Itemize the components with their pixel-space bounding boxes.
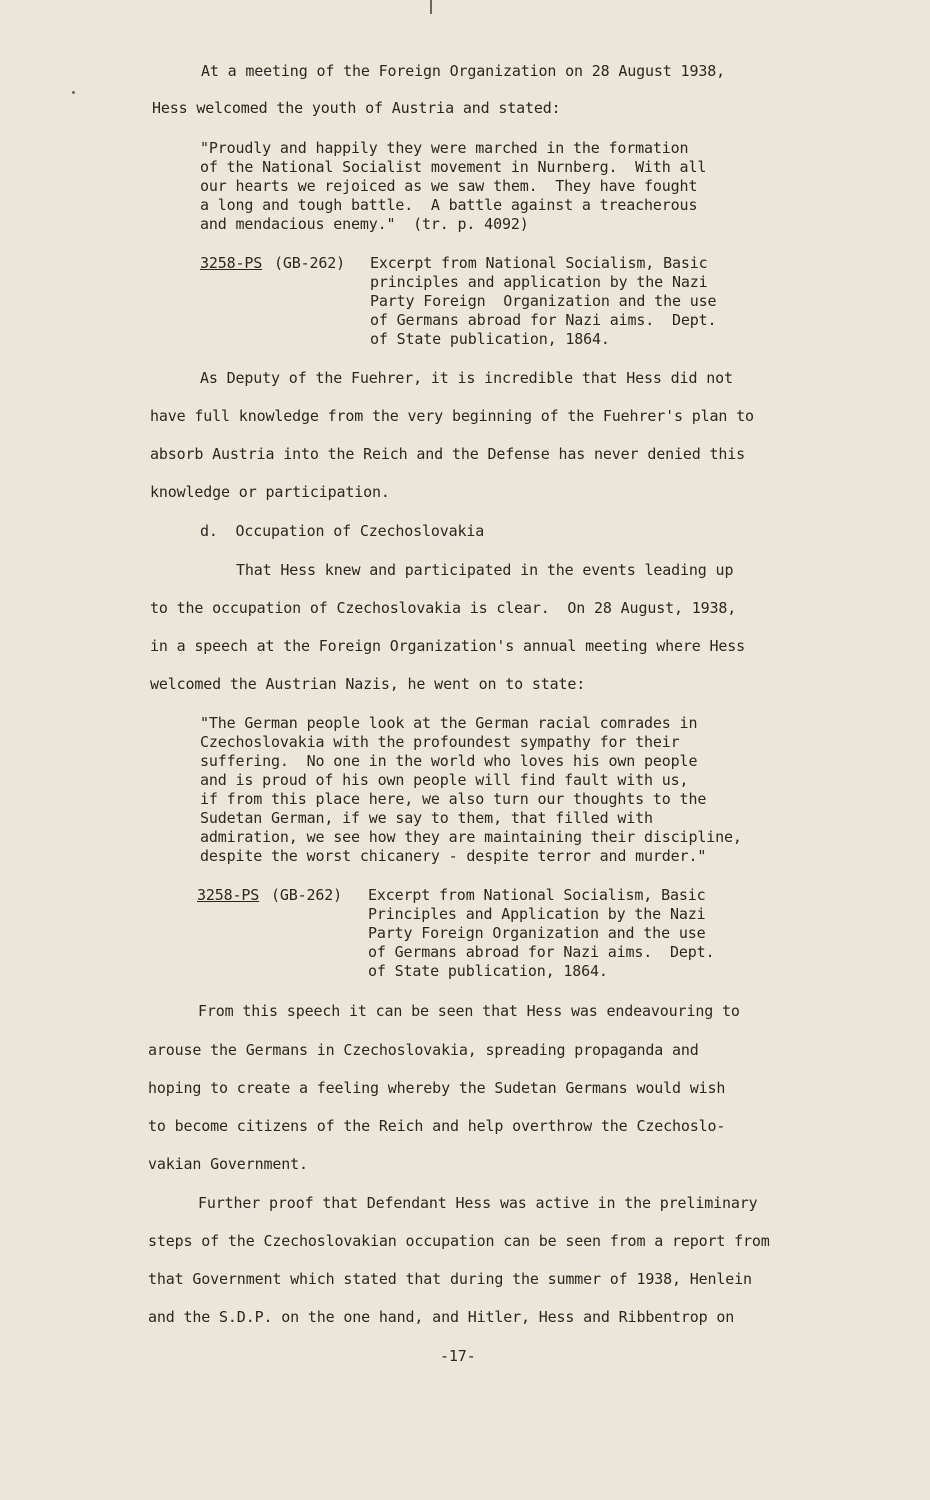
citation1-line-2: principles and application by the Nazi [370, 273, 708, 291]
citation2-exhibit: (GB-262) [271, 886, 343, 904]
quote1-line-4: a long and tough battle. A battle against a treacherous [200, 196, 698, 214]
p3-line-3: in a speech at the Foreign Organization's annual meeting where Hess [150, 637, 746, 655]
p3-line-1: That Hess knew and participated in the events leading up [236, 561, 734, 579]
p4-line-2: arouse the Germans in Czechoslovakia, spreading propaganda and [148, 1041, 699, 1059]
quote1-line-3: our hearts we rejoiced as we saw them. They have fought [200, 177, 698, 195]
p2-line-1: As Deputy of the Fuehrer, it is incredible that Hess did not [200, 369, 733, 387]
p5-line-4: and the S.D.P. on the one hand, and Hitler, Hess and Ribbentrop on [148, 1308, 735, 1326]
p3-line-2: to the occupation of Czechoslovakia is clear. On 28 August, 1938, [150, 599, 737, 617]
citation2-line-4: of Germans abroad for Nazi aims. Dept. [368, 943, 715, 961]
citation1-doc-id: 3258-PS [200, 254, 263, 272]
quote2-line-8: despite the worst chicanery - despite terror and murder." [200, 847, 707, 865]
quote1-line-1: "Proudly and happily they were marched in the formation [200, 139, 689, 157]
citation1-exhibit: (GB-262) [274, 254, 346, 272]
p5-line-2: steps of the Czechoslovakian occupation can be seen from a report from [148, 1232, 770, 1250]
section-heading: d. Occupation of Czechoslovakia [200, 522, 485, 540]
quote2-line-4: and is proud of his own people will find fault with us, [200, 771, 689, 789]
quote1-line-2: of the National Socialist movement in Nurnberg. With all [200, 158, 707, 176]
p4-line-5: vakian Government. [148, 1155, 308, 1173]
p4-line-3: hoping to create a feeling whereby the Sudetan Germans would wish [148, 1079, 726, 1097]
citation2-line-3: Party Foreign Organization and the use [368, 924, 706, 942]
citation1-line-4: of Germans abroad for Nazi aims. Dept. [370, 311, 717, 329]
citation2-line-5: of State publication, 1864. [368, 962, 608, 980]
p5-line-1: Further proof that Defendant Hess was active in the preliminary [198, 1194, 758, 1212]
quote2-line-5: if from this place here, we also turn our thoughts to the [200, 790, 707, 808]
page-number: -17- [440, 1347, 476, 1365]
quote2-line-1: "The German people look at the German racial comrades in [200, 714, 698, 732]
quote2-line-7: admiration, we see how they are maintaining their discipline, [200, 828, 742, 846]
citation1-line-3: Party Foreign Organization and the use [370, 292, 717, 310]
citation2-line-1: Excerpt from National Socialism, Basic [368, 886, 706, 904]
p5-line-3: that Government which stated that during the summer of 1938, Henlein [148, 1270, 752, 1288]
p4-line-4: to become citizens of the Reich and help overthrow the Czechoslo- [148, 1117, 726, 1135]
punch-dot [72, 91, 75, 94]
quote2-line-6: Sudetan German, if we say to them, that filled with [200, 809, 653, 827]
p4-line-1: From this speech it can be seen that Hess was endeavouring to [198, 1002, 740, 1020]
citation1-line-5: of State publication, 1864. [370, 330, 610, 348]
citation1-line-1: Excerpt from National Socialism, Basic [370, 254, 708, 272]
p1-line-2: Hess welcomed the youth of Austria and stated: [152, 99, 561, 117]
binding-mark [430, 0, 432, 14]
citation2-doc-id: 3258-PS [197, 886, 260, 904]
quote2-line-2: Czechoslovakia with the profoundest sympathy for their [200, 733, 680, 751]
p2-line-3: absorb Austria into the Reich and the Defense has never denied this [150, 445, 746, 463]
citation2-line-2: Principles and Application by the Nazi [368, 905, 706, 923]
p2-line-4: knowledge or participation. [150, 483, 390, 501]
p2-line-2: have full knowledge from the very beginning of the Fuehrer's plan to [150, 407, 754, 425]
quote1-line-5: and mendacious enemy." (tr. p. 4092) [200, 215, 529, 233]
p3-line-4: welcomed the Austrian Nazis, he went on to state: [150, 675, 586, 693]
p1-line-1: At a meeting of the Foreign Organization on 28 August 1938, [201, 62, 725, 80]
quote2-line-3: suffering. No one in the world who loves his own people [200, 752, 698, 770]
